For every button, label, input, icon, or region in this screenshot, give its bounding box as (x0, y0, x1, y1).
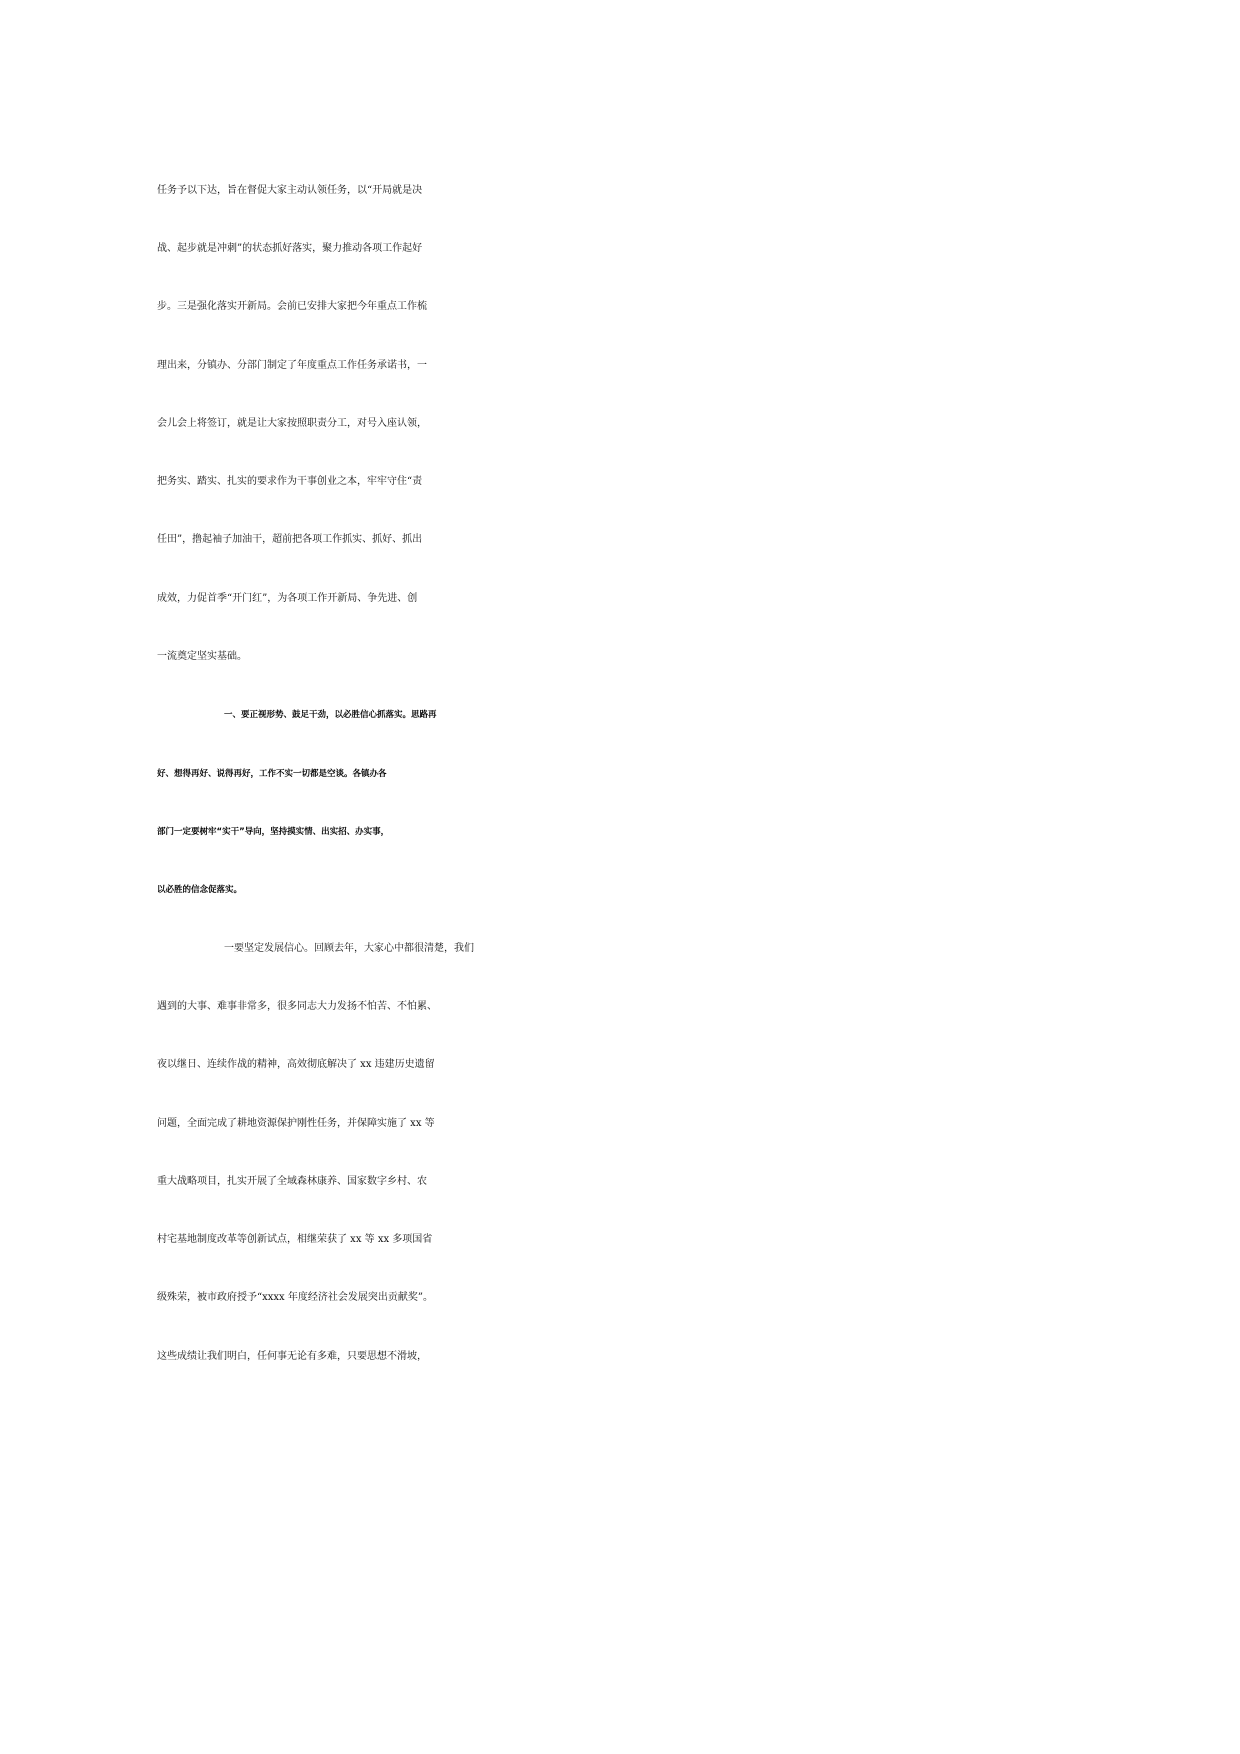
text-line: 一流奠定坚实基础。 (157, 651, 247, 662)
text-line: 任务予以下达，旨在督促大家主动认领任务，以“开局就是决 (157, 185, 423, 196)
text-line: 这些成绩让我们明白，任何事无论有多难，只要思想不滑坡， (157, 1351, 427, 1362)
text-line: 重大战略项目，扎实开展了全域森林康养、国家数字乡村、农 (157, 1176, 427, 1187)
text-line: 级殊荣，被市政府授予“xxxx 年度经济社会发展突出贡献奖”。 (157, 1292, 433, 1303)
section-heading-line: 部门一定要树牢“实干”导向，坚持摸实情、出实招、办实事， (157, 827, 390, 837)
text-line: 会儿会上将签订，就是让大家按照职责分工，对号入座认领， (157, 418, 427, 429)
text-line: 成效，力促首季“开门红”，为各项工作开新局、争先进、创 (157, 593, 418, 604)
text-line: 理出来，分镇办、分部门制定了年度重点工作任务承诺书，一 (157, 360, 427, 371)
section-heading-line: 以必胜的信念促落实。 (157, 885, 243, 895)
section-heading-line: 好、想得再好、说得再好，工作不实一切都是空谈。各镇办各 (157, 769, 387, 779)
text-line: 任田”，撸起袖子加油干，超前把各项工作抓实、抓好、抓出 (157, 534, 423, 545)
section-heading-line: 一、要正视形势、鼓足干劲，以必胜信心抓落实。思路再 (224, 710, 437, 720)
text-line: 村宅基地制度改革等创新试点，相继荣获了 xx 等 xx 多项国省 (157, 1234, 433, 1245)
text-line: 问题，全面完成了耕地资源保护刚性任务，并保障实施了 xx 等 (157, 1118, 435, 1129)
text-line: 步。三是强化落实开新局。会前已安排大家把今年重点工作梳 (157, 301, 427, 312)
text-line: 把务实、踏实、扎实的要求作为干事创业之本，牢牢守住“责 (157, 476, 423, 487)
text-line: 夜以继日、连续作战的精神，高效彻底解决了 xx 违建历史遗留 (157, 1059, 435, 1070)
text-line: 遇到的大事、难事非常多，很多同志大力发扬不怕苦、不怕累、 (157, 1001, 437, 1012)
text-line: 战、起步就是冲刺”的状态抓好落实，聚力推动各项工作起好 (157, 243, 423, 254)
text-line: 一要坚定发展信心。回顾去年，大家心中都很清楚，我们 (224, 943, 474, 954)
